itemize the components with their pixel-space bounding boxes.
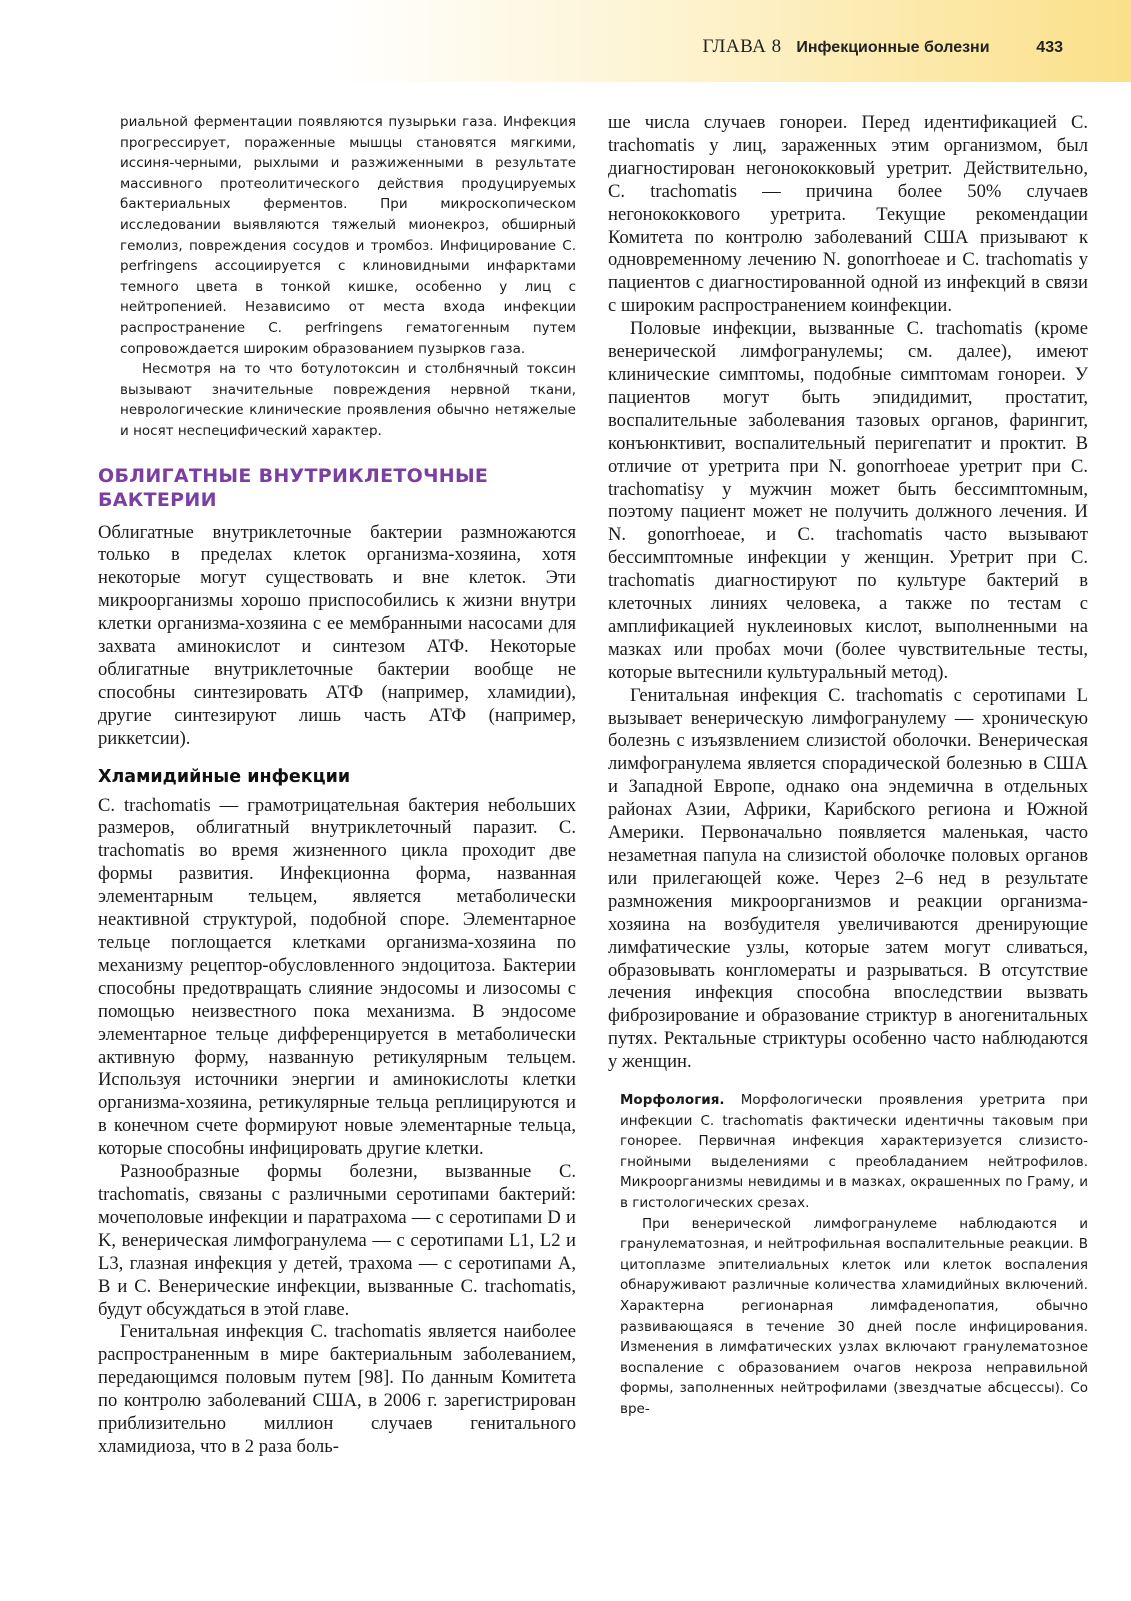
body-paragraph: Разнообразные формы болезни, вызванные C. trachomatis, связаны с различными серотипами бактерий: мочеполовые инфекции и паратрахома — с серотипами D и K, венерическая лимфогранулема — с серотипами L1, L2 и L3, глазная инфекция у детей, трахома — с серотипами A, B и C. Венерические инфекции, вызванные C. trachomatis, будут обсуждаться в этой главе. <box>98 1161 576 1320</box>
small-paragraph: Несмотря на то что ботулотоксин и столбнячный токсин вызывают значительные повреждения нервной ткани, неврологические клинические проявления обычно нетяжелые и носят неспецифический характер. <box>120 361 576 439</box>
chapter-label: ГЛАВА 8 <box>702 36 782 57</box>
section-heading: ОБЛИГАТНЫЕ ВНУТРИКЛЕТОЧНЫЕ БАКТЕРИИ <box>98 464 489 511</box>
body-paragraph: Облигатные внутриклеточные бактерии размножаются только в пределах клеток организма-хозяина, хотя некоторые могут существовать и вне клеток. Эти микроорганизмы хорошо приспособились к жизни внутри клетки организма-хозяина с ее мембранными насосами для захвата аминокислот и синтезом АТФ. Некоторые облигатные внутриклеточные бактерии вообще не способны синтезировать АТФ (например, хламидии), другие синтезируют лишь часть АТФ (например, риккетсии). <box>98 521 576 749</box>
page-number: 433 <box>1036 39 1063 56</box>
subsection-heading: Хламидийные инфекции <box>98 766 351 787</box>
chapter-title: Инфекционные болезни <box>796 39 990 56</box>
morphology-lead: Морфология. <box>620 1092 725 1109</box>
left-column <box>98 112 576 1459</box>
body-paragraph: Половые инфекции, вызванные C. trachomatis (кроме венерической лимфогранулемы; см. далее), имеют клинические симптомы, подобные симптомам гонореи. У пациентов могут быть эпидидимит, простатит, воспалительные заболевания тазовых органов, фарингит, конъюнктивит, воспалительный перигепатит и проктит. В отличие от уретрита при N. gonorrhoeae уретрит при C. trachomatisу у мужчин может быть бессимптомным, поэтому пациент может не получить должного лечения. И N. gonorrhoeae, и C. trachomatis часто вызывают бессимптомные инфекции у женщин. Уретрит при C. trachomatis диагностируют по культуре бактерий в клеточных линиях человека, а также по тестам с амплификацией нуклеиновых кислот, выполненными на мазках или пробах мочи (более чувствительные тесты, которые вытеснили культуральный метод). <box>608 318 1088 683</box>
body-paragraph: C. trachomatis — грамотрицательная бактерия небольших размеров, облигатный внутриклеточный паразит. C. trachomatis во время жизненного цикла проходит две формы развития. Инфекционна форма, названная элементарным тельцем, является метаболически неактивной структурой, подобной споре. Элементарное тельце поглощается клетками организма-хозяина по механизму рецептор-обусловленного эндоцитоза. Бактерии способны предотвращать слияние эндосомы и лизосомы с помощью неизвестного пока механизма. В эндосоме элементарное тельце дифференцируется в метаболически активную форму, названную ретикулярным тельцем. Используя источники энергии и аминокислоты клетки организма-хозяина, ретикулярные тельца реплицируются и в конечном счете формируют новые элементарные тельца, которые способны инфицировать другие клетки. <box>98 794 576 1160</box>
body-paragraph: Генитальная инфекция C. trachomatis с серотипами L вызывает венерическую лимфогранулему — хроническую болезнь с изъязвлением слизистой оболочки. Венерическая лимфогранулема является спорадической болезнью в США и Западной Европе, однако она эндемична в отдельных районах Азии, Африки, Карибского региона и Южной Америки. Первоначально появляется маленькая, часто незаметная папула на слизистой оболочке половых органов или прилегающей коже. Через 2–6 нед в результате размножения микроорганизмов и реакции организма-хозяина на возбудителя увеличиваются дренирующие лимфатические узлы, которые затем могут сливаться, образовывать конгломераты и разрываться. В отсутствие лечения инфекция способна впоследствии вызвать фиброзирование и образование стриктур в аногенитальных путях. Ректальные стриктуры особенно часто наблюдаются у женщин. <box>608 684 1088 1073</box>
running-head <box>702 36 1063 58</box>
page-header <box>0 0 1131 82</box>
morphology-paragraph: При венерической лимфогранулеме наблюдаются и гранулематозная, и нейтрофильная воспалительные реакции. В цитоплазме эпителиальных клеток или клеток воспаления обнаруживают различные количества хламидийных включений. Характерна регионарная лимфаденопатия, обычно развивающаяся в течение 30 дней после инфицирования. Изменения в лимфатических узлах включают гранулематозное воспаление с образованием очагов некроза неправильной формы, заполненных нейтрофилами (звездчатые абсцессы). Со вре- <box>620 1215 1088 1417</box>
morphology-paragraph <box>608 1090 1088 1214</box>
small-paragraph: риальной ферментации появляются пузырьки газа. Инфекция прогрессирует, пораженные мышцы становятся мягкими, иссиня-черными, рыхлыми и разжиженными в результате массивного протеолитического действия продуцируемых бактериальных ферментов. При микроскопическом исследовании выявляются тяжелый мионекроз, обширный гемолиз, повреждения сосудов и тромбоз. Инфицирование C. perfringens ассоциируется с клиновидными инфарктами темного цвета в тонкой кишке, особенно у лиц с нейтропенией. Независимо от места входа инфекции распространение C. perfringens гематогенным путем сопровождается широким образованием пузырков газа. <box>120 114 576 357</box>
right-column <box>608 112 1088 1420</box>
morphology-text: Морфологически проявления уретрита при инфекции C. trachomatis фактически идентичны таковым при гонорее. Первичная инфекция характеризуется слизисто-гнойными выделениями с преобладанием нейтрофилов. Микроорганизмы невидимы и в мазках, окрашенных по Граму, и в гистологических срезах. <box>620 1092 1088 1212</box>
body-paragraph: Генитальная инфекция C. trachomatis является наиболее распространенным в мире бактериальным заболеванием, передающимся половым путем [98]. По данным Комитета по контролю заболеваний США, в 2006 г. зарегистрирован приблизительно миллион случаев генитального хламидиоза, что в 2 раза боль- <box>98 1321 576 1457</box>
body-paragraph: ше числа случаев гонореи. Перед идентификацией C. trachomatis у лиц, зараженных этим организмом, был диагностирован негонококковый уретрит. Действительно, C. trachomatis — причина более 50% случаев негонококкового уретрита. Текущие рекомендации Комитета по контролю заболеваний США призывают к одновременному лечению N. gonorrhoeae и C. trachomatis у пациентов с диагностированной одной из инфекций в связи с широким распространением коинфекции. <box>608 112 1088 317</box>
spacer <box>608 1074 1088 1090</box>
